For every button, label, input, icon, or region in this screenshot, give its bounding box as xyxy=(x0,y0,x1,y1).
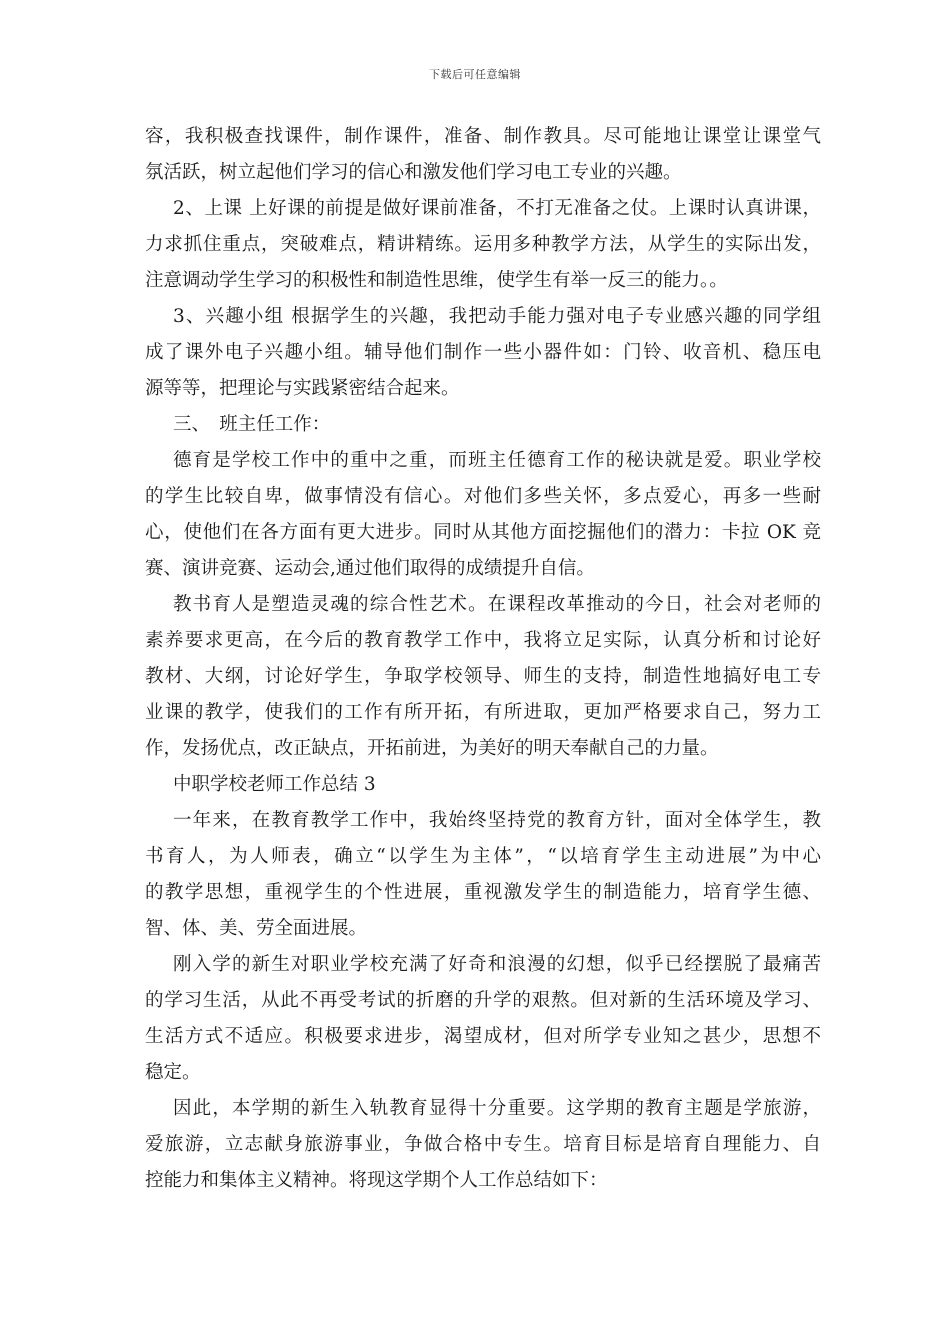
text-line: 注意调动学生学习的积极性和制造性思维，使学生有举一反三的能力。。 xyxy=(145,270,728,291)
page-header: 下载后可任意编辑 xyxy=(429,68,521,81)
text-line: 中职学校老师工作总结 3 xyxy=(173,774,376,795)
text-line: 一年来，在教育教学工作中，我始终坚持党的教育方针，面对全体学生，教 xyxy=(173,810,821,831)
text-line: 2、上课 上好课的前提是做好课前准备，不打无准备之仗。上课时认真讲课， xyxy=(173,198,821,219)
text-line: 源等等，把理论与实践紧密结合起来。 xyxy=(145,378,460,399)
document-body xyxy=(145,119,821,1199)
text-line: 素养要求更高，在今后的教育教学工作中，我将立足实际，认真分析和讨论好 xyxy=(145,630,821,651)
text-line: 教书育人是塑造灵魂的综合性艺术。在课程改革推动的今日，社会对老师的 xyxy=(173,594,821,615)
text-line: 成了课外电子兴趣小组。辅导他们制作一些小器件如：门铃、收音机、稳压电 xyxy=(145,342,821,363)
text-line: 的学生比较自卑，做事情没有信心。对他们多些关怀，多点爱心，再多一些耐 xyxy=(145,486,821,507)
text-line: 业课的教学，使我们的工作有所开拓，有所进取，更加严格要求自己，努力工 xyxy=(145,702,821,723)
text-line: 智、体、美、劳全面进展。 xyxy=(145,918,368,939)
text-line: 的学习生活，从此不再受考试的折磨的升学的艰熬。但对新的生活环境及学习、 xyxy=(145,990,821,1011)
text-line: 书育人，为人师表，确立“以学生为主体”，“以培育学生主动进展”为中心 xyxy=(145,846,821,867)
text-line: 力求抓住重点，突破难点，精讲精练。运用多种教学方法，从学生的实际出发， xyxy=(145,234,821,255)
text-line: 容，我积极查找课件，制作课件，准备、制作教具。尽可能地让课堂让课堂气 xyxy=(145,126,821,147)
text-line: 三、 班主任工作： xyxy=(173,414,331,435)
text-line: 生活方式不适应。积极要求进步，渴望成材，但对所学专业知之甚少，思想不 xyxy=(145,1026,821,1047)
text-line: 氛活跃，树立起他们学习的信心和激发他们学习电工专业的兴趣。 xyxy=(145,162,682,183)
text-line: 稳定。 xyxy=(145,1062,201,1083)
text-line: 的教学思想，重视学生的个性进展，重视激发学生的制造能力，培育学生德、 xyxy=(145,882,821,903)
text-line: 因此，本学期的新生入轨教育显得十分重要。这学期的教育主题是学旅游， xyxy=(173,1098,821,1119)
text-line: 德育是学校工作中的重中之重，而班主任德育工作的秘诀就是爱。职业学校 xyxy=(173,450,821,471)
text-line: 控能力和集体主义精神。将现这学期个人工作总结如下： xyxy=(145,1170,608,1191)
text-line: 3、兴趣小组 根据学生的兴趣，我把动手能力强对电子专业感兴趣的同学组 xyxy=(173,306,821,327)
text-line: 作，发扬优点，改正缺点，开拓前进，为美好的明天奉献自己的力量。 xyxy=(145,738,719,759)
text-line: 爱旅游，立志献身旅游事业，争做合格中专生。培育目标是培育自理能力、自 xyxy=(145,1134,821,1155)
text-line: 赛、演讲竞赛、运动会,通过他们取得的成绩提升自信。 xyxy=(145,558,595,579)
text-line: 刚入学的新生对职业学校充满了好奇和浪漫的幻想，似乎已经摆脱了最痛苦 xyxy=(173,954,821,975)
text-line: 心，使他们在各方面有更大进步。同时从其他方面挖掘他们的潜力：卡拉 OK 竞 xyxy=(145,522,821,543)
text-line: 教材、大纲，讨论好学生，争取学校领导、师生的支持，制造性地搞好电工专 xyxy=(145,666,821,687)
